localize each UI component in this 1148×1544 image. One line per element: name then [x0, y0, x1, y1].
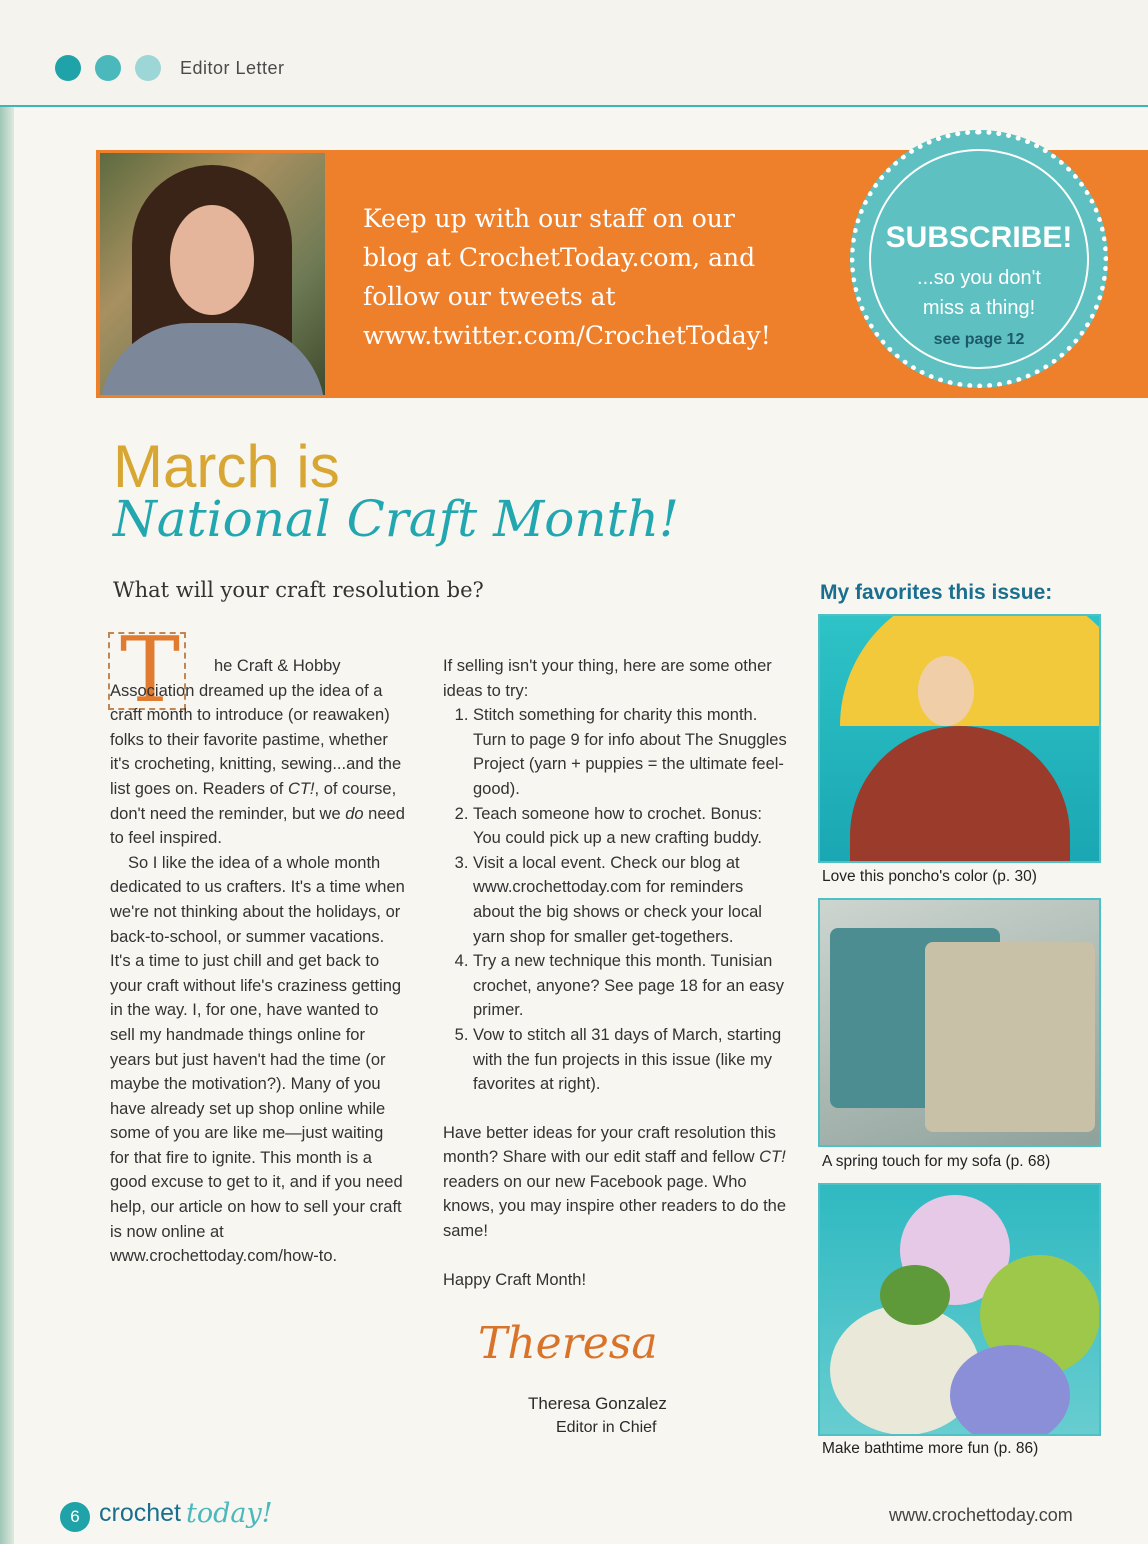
- photo-pillow: [925, 942, 1095, 1132]
- text-run: CT!: [287, 779, 315, 798]
- signer-name: Theresa Gonzalez: [528, 1394, 667, 1413]
- list-item: 3. Visit a local event. Check our blog at www.crochettoday.com for reminders about the big shows or check your local yarn shop for smaller get-togethers.: [473, 851, 788, 949]
- banner-text: [363, 199, 833, 355]
- text-run: CT!: [759, 1148, 786, 1167]
- text-run: Have better ideas for your craft resolution this month? Share with our edit staff and fellow: [443, 1123, 776, 1167]
- favorite-image-pillows[interactable]: [818, 898, 1101, 1147]
- seal-line: ...so you don't: [917, 267, 1041, 289]
- footer-brand: crochet: [99, 1499, 181, 1527]
- drop-cap-spacer: [110, 661, 214, 671]
- favorite-caption: Make bathtime more fun (p. 86): [822, 1440, 1039, 1457]
- paragraph: So I like the idea of a whole month dedicated to us crafters. It's a time when we're not thinking about the holidays, or back-to-school, or summer vacations. It's a time to just chill and get back to your craft without life's craziness getting in the way. I, for one, have wanted to sell my handmade things online for years but just haven't had the time (or maybe the motivation?). Many of you have already set up shop online while some of you are like me—just waiting for that fire to ignite. This month is a good excuse to get to it, and if you need help, our article on how to sell your craft is now online at www.crochettoday.com/how-to.: [110, 853, 405, 1266]
- photo-umbrella: [840, 614, 1101, 726]
- paragraph: [110, 654, 405, 851]
- text-run: he Craft & Hobby Association dreamed up the idea of a craft month to introduce (or reawaken) folks to their favorite pastime, whether it's crocheting, knitting, sewing...and the list goes on. Readers of: [110, 657, 402, 798]
- footer-url[interactable]: www.crochettoday.com: [889, 1505, 1073, 1525]
- banner-link[interactable]: www.twitter.com/CrochetToday!: [363, 321, 771, 350]
- banner-line: blog at CrochetToday.com, and: [363, 243, 756, 272]
- favorites-heading: My favorites this issue:: [820, 581, 1053, 604]
- editor-photo: [100, 153, 325, 395]
- page-edge: [0, 0, 14, 1544]
- text-run: , of course, don't need the reminder, but we: [110, 779, 397, 823]
- list-item: 5. Vow to stitch all 31 days of March, starting with the fun projects in this issue (like my favorites at right).: [473, 1023, 788, 1097]
- favorite-image-poncho[interactable]: [818, 614, 1101, 863]
- favorite-caption: Love this poncho's color (p. 30): [822, 868, 1037, 885]
- header-bar: [0, 0, 1148, 107]
- dot-icon: [55, 55, 81, 81]
- photo-model: [918, 656, 974, 726]
- page-number: 6: [60, 1502, 90, 1532]
- closing-line: Happy Craft Month!: [443, 1270, 587, 1289]
- banner-line: Keep up with our staff on our: [363, 204, 735, 233]
- footer-brand-script: today!: [186, 1498, 273, 1529]
- list-item: 1. Stitch something for charity this month. Turn to page 9 for info about The Snuggles Project (yarn + puppies = the ultimate feel-good).: [473, 703, 788, 801]
- spacer: [443, 1244, 788, 1268]
- seal-subtitle: [855, 263, 1103, 323]
- signer-role: Editor in Chief: [556, 1419, 657, 1436]
- subscribe-seal[interactable]: [850, 130, 1108, 388]
- ideas-list: [443, 703, 788, 1097]
- text-run: do: [345, 804, 364, 823]
- spacer: [443, 1097, 788, 1121]
- drop-cap-letter: T: [120, 618, 181, 723]
- article-title-line-2: National Craft Month!: [113, 490, 679, 548]
- photo-face: [170, 205, 254, 315]
- seal-title: SUBSCRIBE!: [885, 221, 1073, 254]
- dot-icon: [135, 55, 161, 81]
- banner-line: follow our tweets at: [363, 282, 616, 311]
- text-run: need to feel inspired.: [110, 804, 405, 848]
- paragraph: If selling isn't your thing, here are some other ideas to try:: [443, 657, 772, 700]
- article-column-1: [110, 654, 405, 1269]
- section-label: Editor Letter: [180, 58, 285, 78]
- seal-page-ref: see page 12: [933, 331, 1025, 348]
- list-item: 4. Try a new technique this month. Tunisian crochet, anyone? See page 18 for an easy primer.: [473, 949, 788, 1023]
- text-run: readers on our new Facebook page. Who knows, you may inspire other readers to do the same!: [443, 1172, 787, 1241]
- article-column-2: [443, 654, 788, 1292]
- photo-poncho: [850, 726, 1070, 863]
- favorite-image-bath-toys[interactable]: [818, 1183, 1101, 1436]
- paragraph: [443, 1121, 788, 1244]
- article-title-line-1: March is: [113, 433, 340, 500]
- favorite-caption: A spring touch for my sofa (p. 68): [822, 1153, 1051, 1170]
- dot-icon: [95, 55, 121, 81]
- photo-toy: [880, 1265, 950, 1325]
- header-dots: [55, 55, 161, 81]
- signature: Theresa: [478, 1318, 658, 1369]
- photo-toy: [950, 1345, 1070, 1436]
- list-item: 2. Teach someone how to crochet. Bonus: You could pick up a new crafting buddy.: [473, 802, 788, 851]
- article-subtitle: What will your craft resolution be?: [113, 578, 484, 602]
- seal-line: miss a thing!: [922, 297, 1036, 319]
